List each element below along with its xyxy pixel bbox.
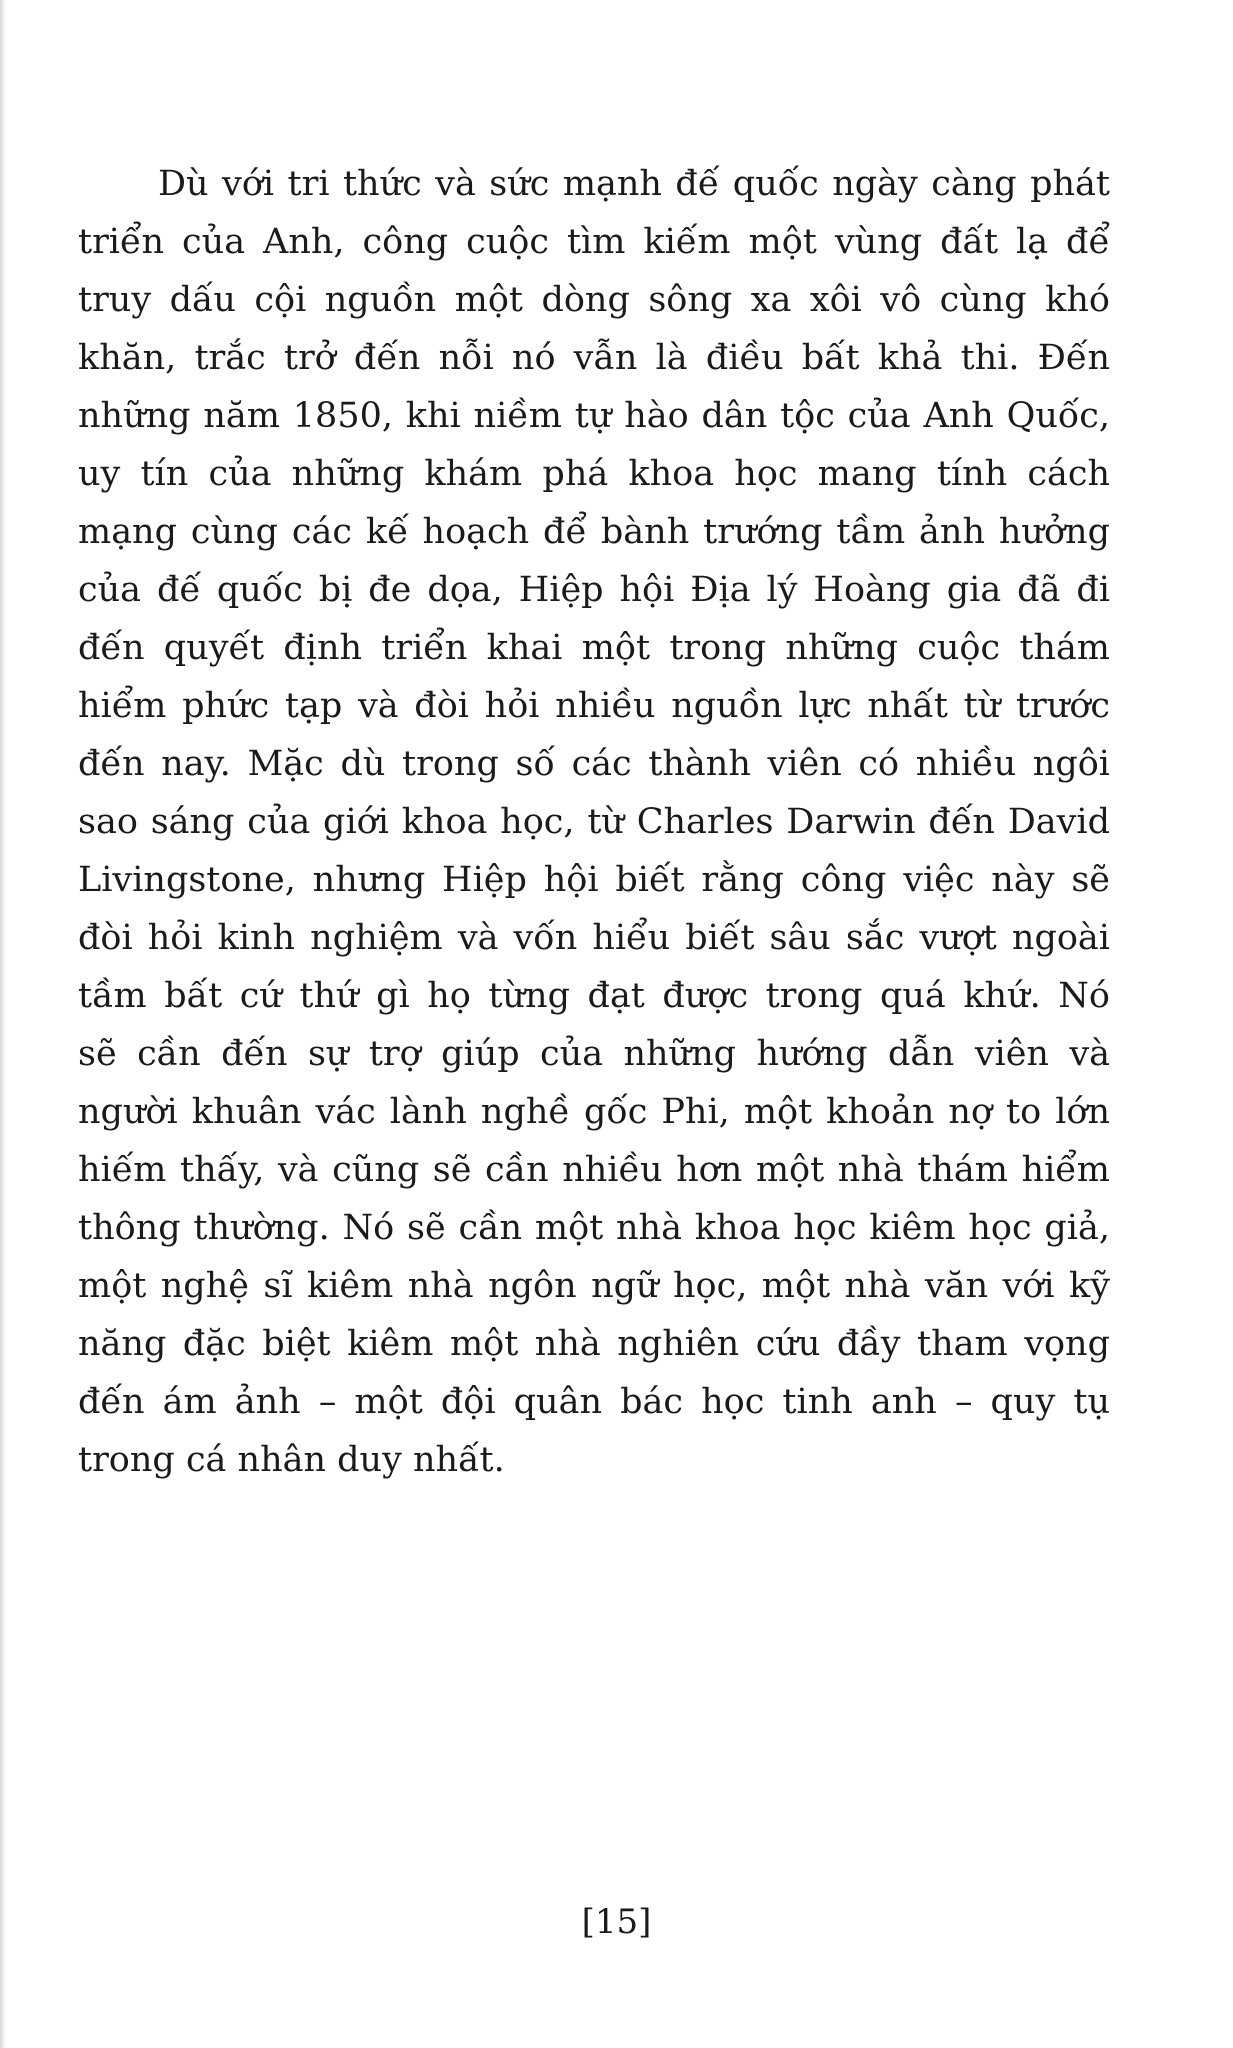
text-line: một nghệ sĩ kiêm nhà ngôn ngữ học, một nhà văn với kỹ — [78, 1266, 1110, 1306]
page-binding-edge — [0, 0, 6, 2048]
page-number: [15] — [581, 1902, 652, 1942]
text-line: người khuân vác lành nghề gốc Phi, một khoản nợ to lớn — [78, 1092, 1110, 1132]
text-line: truy dấu cội nguồn một dòng sông xa xôi vô cùng khó — [78, 280, 1110, 320]
text-line: Livingstone, nhưng Hiệp hội biết rằng công việc này sẽ — [78, 860, 1110, 900]
text-line: của đế quốc bị đe dọa, Hiệp hội Địa lý Hoàng gia đã đi — [78, 570, 1110, 610]
text-line: đến nay. Mặc dù trong số các thành viên có nhiều ngôi — [78, 744, 1110, 784]
text-line: khăn, trắc trở đến nỗi nó vẫn là điều bất khả thi. Đến — [78, 338, 1110, 378]
text-line: trong cá nhân duy nhất. — [78, 1440, 505, 1480]
text-line: Dù với tri thức và sức mạnh đế quốc ngày càng phát — [158, 164, 1110, 204]
text-line: những năm 1850, khi niềm tự hào dân tộc của Anh Quốc, — [78, 396, 1110, 436]
text-line: năng đặc biệt kiêm một nhà nghiên cứu đầy tham vọng — [78, 1324, 1110, 1364]
text-line: triển của Anh, công cuộc tìm kiếm một vùng đất lạ để — [78, 222, 1110, 262]
text-line: sẽ cần đến sự trợ giúp của những hướng dẫn viên và — [78, 1034, 1110, 1074]
text-line: tầm bất cứ thứ gì họ từng đạt được trong quá khứ. Nó — [78, 976, 1110, 1016]
text-line: uy tín của những khám phá khoa học mang tính cách — [78, 454, 1110, 494]
text-line: đòi hỏi kinh nghiệm và vốn hiểu biết sâu sắc vượt ngoài — [78, 918, 1110, 958]
text-line: hiếm thấy, và cũng sẽ cần nhiều hơn một nhà thám hiểm — [78, 1150, 1110, 1190]
text-line: đến quyết định triển khai một trong những cuộc thám — [78, 628, 1110, 668]
text-line: mạng cùng các kế hoạch để bành trướng tầm ảnh hưởng — [78, 512, 1110, 552]
body-paragraph — [78, 155, 1110, 1489]
text-line: hiểm phức tạp và đòi hỏi nhiều nguồn lực nhất từ trước — [78, 686, 1110, 726]
text-line: thông thường. Nó sẽ cần một nhà khoa học kiêm học giả, — [78, 1208, 1110, 1248]
text-line: đến ám ảnh – một đội quân bác học tinh anh – quy tụ — [78, 1382, 1110, 1422]
text-line: sao sáng của giới khoa học, từ Charles Darwin đến David — [78, 802, 1110, 842]
